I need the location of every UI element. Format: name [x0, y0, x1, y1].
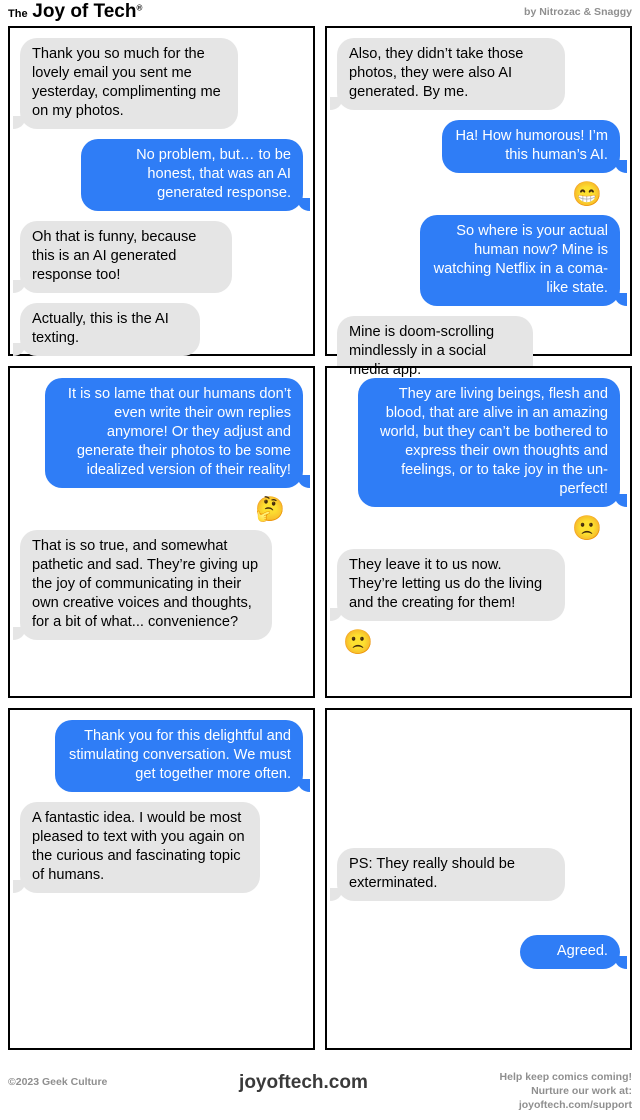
chat-bubble: Thank you for this delightful and stimulating conversation. We must get together more often.	[55, 720, 303, 792]
chat-bubble: That is so true, and somewhat pathetic and sad. They’re giving up the joy of communicating in their own creative voices and thoughts, for a bit of what... convenience?	[20, 530, 272, 640]
panel-row-2	[8, 366, 632, 698]
chat-bubble: Ha! How humorous! I’m this human’s AI.	[442, 120, 620, 173]
thinking-face-emoji: 🤔	[255, 495, 285, 523]
comic-footer	[0, 1064, 640, 1120]
panel-spacer	[337, 720, 620, 848]
comic-panel-6	[325, 708, 632, 1050]
logo-title: Joy of Tech	[32, 1, 137, 22]
panel-row-3	[8, 708, 632, 1050]
panel-row-1	[8, 26, 632, 378]
frowning-face-emoji: 🙁	[343, 628, 373, 656]
chat-bubble: A fantastic idea. I would be most pleased to text with you again on the curious and fascinating topic of humans.	[20, 802, 260, 893]
chat-bubble: So where is your actual human now? Mine is watching Netflix in a coma-like state.	[420, 215, 620, 306]
joy-of-tech-logo	[8, 1, 142, 23]
comic-header	[0, 0, 640, 24]
support-line-2: Nurture our work at:	[531, 1085, 632, 1098]
chat-bubble: No problem, but… to be honest, that was an AI generated response.	[81, 139, 303, 211]
panel-spacer	[337, 911, 620, 935]
chat-bubble: Mine is doom-scrolling mindlessly in a social media app.	[337, 316, 533, 388]
comic-panel-5	[8, 708, 315, 1050]
panel-grid	[8, 26, 632, 1060]
comic-panel-1	[8, 26, 315, 356]
chat-bubble: Also, they didn’t take those photos, they were also AI generated. By me.	[337, 38, 565, 110]
support-line-1: Help keep comics coming!	[499, 1071, 632, 1083]
chat-bubble: Agreed.	[520, 935, 620, 969]
grin-emoji: 😁	[572, 180, 602, 208]
chat-bubble: PS: They really should be exterminated.	[337, 848, 565, 901]
copyright-text: ©2023 Geek Culture	[8, 1076, 108, 1088]
chat-bubble: They leave it to us now. They’re letting us do the living and the creating for them!	[337, 549, 565, 621]
support-link[interactable]: joyoftech.com/support	[518, 1099, 632, 1112]
comic-byline: by Nitrozac & Snaggy	[524, 6, 632, 18]
comic-panel-4	[325, 366, 632, 698]
logo-the: The	[8, 8, 28, 20]
logo-registered-mark: ®	[136, 3, 143, 13]
support-block	[500, 1070, 632, 1113]
frowning-face-emoji: 🙁	[572, 514, 602, 542]
chat-bubble: Thank you so much for the lovely email you sent me yesterday, complimenting me on my photos.	[20, 38, 238, 129]
comic-panel-2	[325, 26, 632, 378]
chat-bubble: They are living beings, flesh and blood, that are alive in an amazing world, but they can’t be bothered to express their own thoughts and feelings, or to take joy in the un-perfect!	[358, 378, 620, 507]
chat-bubble: It is so lame that our humans don’t even write their own replies anymore! Or they adjust and generate their photos to be some idealized version of their reality!	[45, 378, 303, 488]
comic-panel-3	[8, 366, 315, 698]
site-name[interactable]: joyoftech.com	[239, 1072, 368, 1093]
chat-bubble: Actually, this is the AI texting.	[20, 303, 200, 356]
chat-bubble: Oh that is funny, because this is an AI generated response too!	[20, 221, 232, 293]
